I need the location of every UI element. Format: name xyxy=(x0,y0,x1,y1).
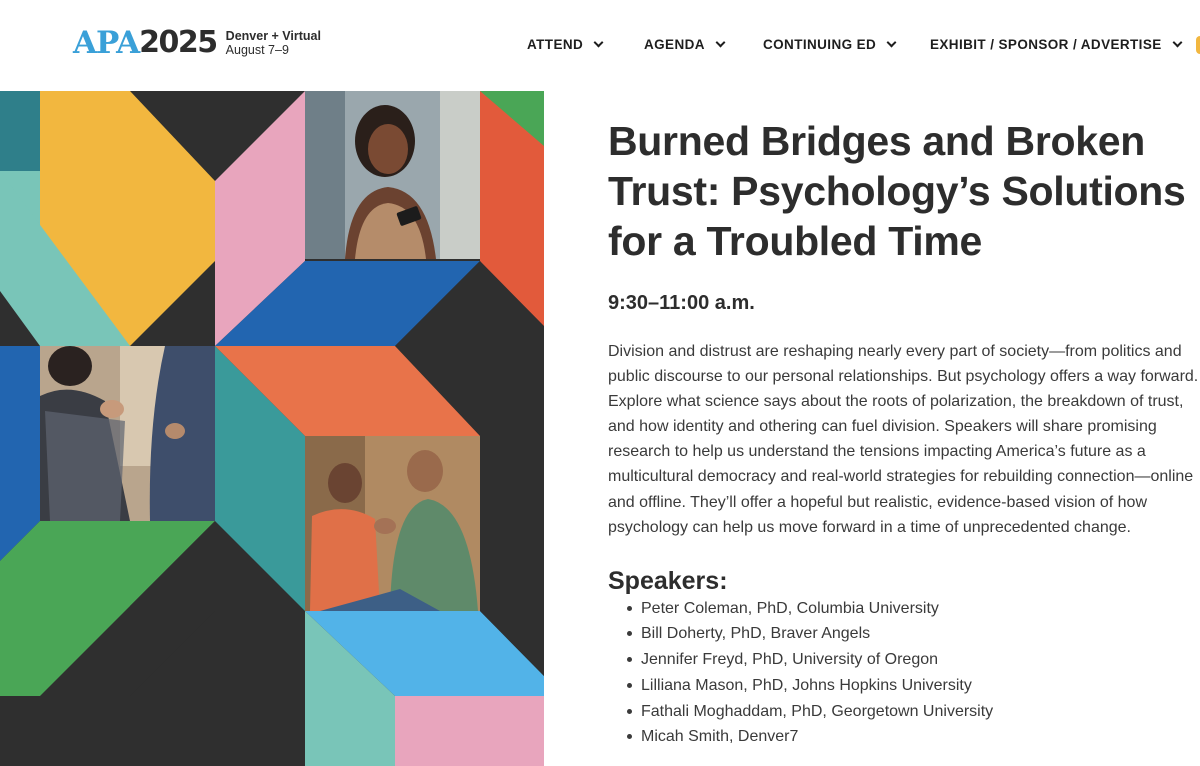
nav-continuing-ed[interactable] xyxy=(763,37,895,52)
photo-group-discussion xyxy=(40,346,215,521)
nav-attend-label: ATTEND xyxy=(527,37,584,52)
hero-mosaic xyxy=(0,91,544,766)
nav-agenda[interactable] xyxy=(644,37,724,52)
speaker-item: Peter Coleman, PhD, Columbia University xyxy=(626,596,1200,622)
logo-location: Denver + Virtual xyxy=(225,29,321,43)
speakers-heading: Speakers: xyxy=(608,566,728,595)
site-header xyxy=(0,0,1200,91)
nav-attend[interactable] xyxy=(527,37,602,52)
nav-exhibit-label: EXHIBIT / SPONSOR / ADVERTISE xyxy=(930,37,1162,52)
logo-year-text: 2025 xyxy=(139,25,217,60)
nav-exhibit-sponsor-advertise[interactable] xyxy=(930,37,1181,52)
nav-cta-edge[interactable] xyxy=(1196,36,1200,54)
chevron-down-icon xyxy=(887,37,897,47)
chevron-down-icon xyxy=(594,37,604,47)
speaker-item: Bill Doherty, PhD, Braver Angels xyxy=(626,621,1200,647)
mosaic-graphic xyxy=(0,91,544,766)
session-title: Burned Bridges and Broken Trust: Psychology’s Solutions for a Troubled Time xyxy=(608,118,1186,264)
chevron-down-icon xyxy=(1172,37,1182,47)
logo-apa-text: APA xyxy=(73,25,140,61)
photo-woman-phone xyxy=(305,91,480,259)
nav-continuing-ed-label: CONTINUING ED xyxy=(763,37,877,52)
logo-dates: August 7–9 xyxy=(225,43,289,57)
photo-two-men-talking xyxy=(305,436,480,611)
speaker-item: Fathali Moghaddam, PhD, Georgetown University xyxy=(626,699,1200,725)
speaker-item: Lilliana Mason, PhD, Johns Hopkins University xyxy=(626,673,1200,699)
session-time: 9:30–11:00 a.m. xyxy=(608,292,755,314)
apa-2025-logo[interactable] xyxy=(73,25,321,61)
session-detail xyxy=(608,116,1200,750)
session-description: Division and distrust are reshaping nearly every part of society—from politics and public discourse to our personal relationships. But psychology offers a way forward. Explore what science says about the roots of polarization, the breakdown of trust, and how identity and othering can fuel division. Speakers will share promising research to help us understand the tensions impacting America’s future as a multicultural democracy and real-world strategies for rebuilding connection—online and offline. They’ll offer a hopeful but realistic, evidence-based vision of how psychology can help us move forward in a time of unprecedented change. xyxy=(608,343,1199,536)
logo-meta xyxy=(226,29,321,57)
nav-agenda-label: AGENDA xyxy=(644,37,705,52)
chevron-down-icon xyxy=(715,37,725,47)
speaker-item: Micah Smith, Denver7 xyxy=(626,724,1200,750)
speakers-list xyxy=(608,596,1200,750)
speaker-item: Jennifer Freyd, PhD, University of Oregon xyxy=(626,647,1200,673)
